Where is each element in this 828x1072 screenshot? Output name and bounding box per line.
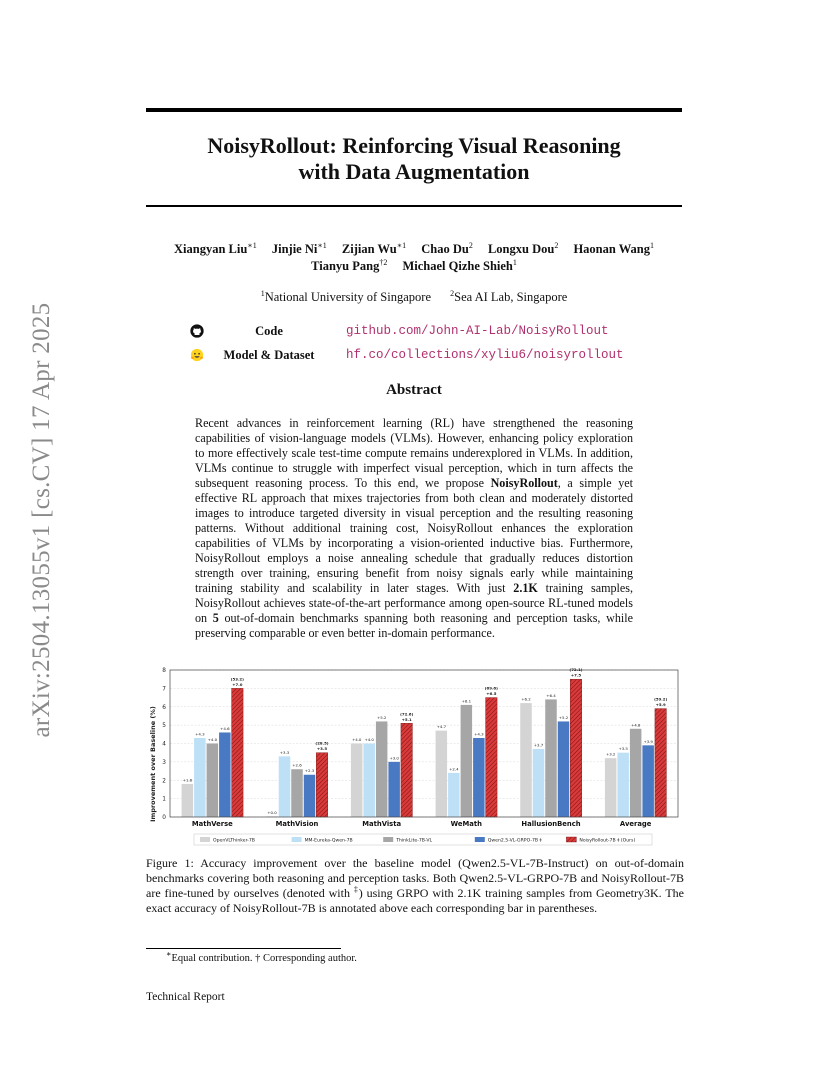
y-tick-label: 3 (162, 759, 166, 766)
accuracy-label: (59.2) (654, 696, 668, 702)
data-label: +6.4 (546, 692, 556, 698)
bar (304, 775, 316, 817)
legend-entry: ThinkLite-7B-VL (396, 838, 433, 844)
author[interactable]: Haonan Wang$^1$ (573, 240, 654, 256)
accuracy-label: (72.1) (569, 667, 583, 673)
bar (401, 723, 413, 817)
footnote-rule (146, 948, 341, 949)
bar (207, 744, 219, 818)
data-label: +6.2 (521, 696, 531, 702)
data-label: +4.3 (195, 731, 205, 737)
author[interactable]: Chao Du$^2$ (421, 240, 473, 256)
data-label: +4.8 (630, 722, 641, 728)
legend-entry: NoisyRollout-7B ‡ (Ours) (579, 838, 636, 844)
bar (605, 758, 617, 817)
data-label: +7.5 (570, 672, 582, 678)
data-label: +6.1 (461, 698, 472, 704)
data-label: +3.5 (316, 746, 328, 752)
y-tick-label: 5 (162, 723, 166, 730)
data-label: +2.4 (449, 766, 459, 772)
author-list (140, 241, 688, 275)
accuracy-label: (28.5) (315, 740, 329, 746)
model-link-row (190, 347, 624, 363)
data-label: +3.3 (279, 749, 290, 755)
bar (279, 756, 291, 817)
data-label: +5.2 (376, 714, 387, 720)
data-label: +2.6 (292, 762, 302, 768)
accuracy-label: (72.6) (400, 711, 414, 717)
legend-swatch (200, 837, 210, 842)
hugging-face-icon (190, 348, 204, 362)
top-rule (146, 108, 682, 112)
model-dataset-url-link[interactable]: hf.co/collections/xyliu6/noisyrollout (346, 348, 624, 362)
method-name: NoisyRollout (490, 476, 558, 490)
data-label: +3.9 (643, 738, 653, 744)
bar (461, 705, 473, 817)
x-category-label: HallusionBench (521, 820, 581, 828)
data-label: +4.0 (351, 737, 362, 742)
bar (486, 698, 498, 817)
data-label: +3.0 (389, 755, 399, 761)
authors-line-2 (140, 258, 688, 275)
legend-entry: OpenVLThinker-7B (213, 838, 255, 844)
legend-swatch (292, 837, 302, 842)
data-label: +3.2 (605, 751, 616, 757)
title-line-1: NoisyRollout: Reinforcing Visual Reasoning (207, 133, 621, 158)
y-tick-label: 4 (162, 741, 166, 748)
affiliation: $^2$Sea AI Lab, Singapore (450, 288, 568, 304)
arxiv-watermark: arXiv:2504.13055v1 [cs.CV] 17 Apr 2025 (28, 302, 55, 738)
y-tick-label: 8 (162, 668, 166, 674)
x-category-label: WeMath (450, 820, 482, 828)
affiliations (146, 290, 682, 305)
author[interactable]: Jinjie $Ni^{∗1}$ (271, 240, 327, 256)
bar (232, 688, 244, 817)
x-category-label: MathVerse (191, 820, 233, 828)
github-icon (190, 324, 204, 338)
y-tick-label: 2 (162, 778, 166, 785)
bar (448, 773, 460, 817)
bar (436, 731, 448, 817)
code-label: Code (255, 323, 283, 338)
data-label: +7.0 (232, 681, 243, 687)
x-category-label: MathVision (275, 820, 319, 828)
bar (570, 679, 582, 817)
bar (473, 738, 485, 817)
bar (363, 744, 375, 818)
x-category-label: MathVista (362, 820, 402, 828)
bar (194, 738, 206, 817)
y-tick-label: 0 (162, 815, 166, 821)
bar (351, 744, 363, 818)
bar (642, 745, 654, 817)
figure-caption: Figure 1: Accuracy improvement over the baseline model (Qwen2.5-VL-7B-Instruct) on out-of-domain benchmarks covering both reasoning and perception tasks. Both Qwen2.5-VL-GRPO-7B and NoisyRollout-7B are fine-tuned by ourselves (denoted with ‡) using GRPO with 2.1K training samples from Geometry3K. The exact accuracy of NoisyRollout-7B is annotated above each corresponding bar in parentheses. (146, 856, 684, 915)
bar (655, 709, 667, 817)
bar (545, 699, 557, 817)
author[interactable]: Michael Qizhe Shieh$^1$ (402, 257, 517, 273)
data-label: +4.0 (364, 737, 374, 742)
bar (316, 753, 328, 817)
x-category-label: Average (619, 820, 652, 828)
authors-line-1 (140, 241, 688, 258)
figure-1-bar-chart (146, 664, 682, 848)
model-dataset-label: Model & Dataset (223, 347, 315, 362)
legend-entry: MM-Eureka-Qwen-7B (304, 838, 353, 844)
data-label: +2.3 (304, 768, 315, 774)
data-label: +3.7 (533, 742, 544, 748)
abstract-heading: Abstract (386, 382, 442, 398)
y-axis-label: Improvement over Baseline (%) (149, 706, 157, 822)
legend-swatch (475, 837, 485, 842)
data-label: +4.0 (207, 737, 218, 742)
author[interactable]: Zijian $Wu^{∗1}$ (341, 240, 407, 256)
title-rule (146, 205, 682, 207)
data-label: +0.0 (267, 809, 277, 815)
data-label: +5.1 (401, 716, 412, 722)
data-label: +5.9 (655, 702, 666, 708)
legend-entry: Qwen2.5-VL-GRPO-7B ‡ (487, 838, 542, 844)
data-label: +6.5 (486, 691, 497, 697)
benchmark-count: 5 (212, 611, 219, 625)
bar (617, 753, 629, 817)
data-label: +4.7 (436, 724, 447, 730)
y-tick-label: 7 (162, 686, 166, 693)
bar (376, 721, 388, 817)
abstract-text: Recent advances in reinforcement learning (RL) have strengthened the reasoning capabilities of vision-language models (VLMs). However, enhancing policy exploration to more effectively scale test-time compute remains underexplored in VLMs. In addition, VLMs continue to struggle with imperfect visual perception, which in turn affects the subsequent reasoning process. To this end, we propose NoisyRollout, a simple yet effective RL approach that mixes trajectories from both clean and moderately distorted images to introduce targeted diversity in visual perception and the resulting reasoning patterns. Without additional training cost, NoisyRollout enhances the exploration capabilities of VLMs by incorporating a vision-oriented inductive bias. Furthermore, NoisyRollout employs a noise annealing schedule that gradually reduces distortion strength over training, ensuring benefit from noisy signals early while maintaining training stability and scalability in later stages. With just 2.1K training samples, NoisyRollout achieves state-of-the-art performance among open-source RL-tuned models on 5 out-of-domain benchmarks spanning both reasoning and perception tasks, while preserving comparable or even better in-domain performance. (195, 416, 633, 640)
author[interactable]: Xiangyan Liu$^{∗1}$ (174, 240, 257, 256)
bar (533, 749, 545, 817)
legend-swatch (383, 837, 393, 842)
bar (219, 732, 231, 817)
bar (558, 721, 570, 817)
data-label: +4.3 (474, 731, 484, 737)
bar (182, 784, 194, 817)
affiliation: $^1$National University of Singapore (260, 288, 431, 304)
paper-title (146, 133, 682, 185)
y-tick-label: 6 (162, 704, 166, 711)
accuracy-label: (69.6) (484, 685, 498, 691)
data-label: +3.5 (618, 746, 628, 752)
title-line-2: with Data Augmentation (298, 159, 530, 184)
sample-count: 2.1K (513, 581, 538, 595)
code-link-row (190, 323, 609, 339)
bar (630, 729, 642, 817)
bar (388, 762, 400, 817)
bar (291, 769, 303, 817)
data-label: +4.6 (220, 725, 230, 731)
bar (520, 703, 532, 817)
code-url-link[interactable]: github.com/John-AI-Lab/NoisyRollout (346, 324, 609, 338)
author[interactable]: Tianyu Pang$^{\dagger 2}$ (311, 257, 388, 273)
y-tick-label: 1 (162, 796, 166, 803)
accuracy-label: (53.2) (230, 676, 244, 682)
author[interactable]: Longxu Dou$^2$ (487, 240, 559, 256)
data-label: +5.2 (558, 714, 569, 720)
footnote: ∗Equal contribution. † Corresponding author. (166, 949, 357, 964)
footer-text: Technical Report (146, 991, 225, 1003)
data-label: +1.8 (182, 777, 193, 783)
legend-swatch (566, 837, 576, 842)
